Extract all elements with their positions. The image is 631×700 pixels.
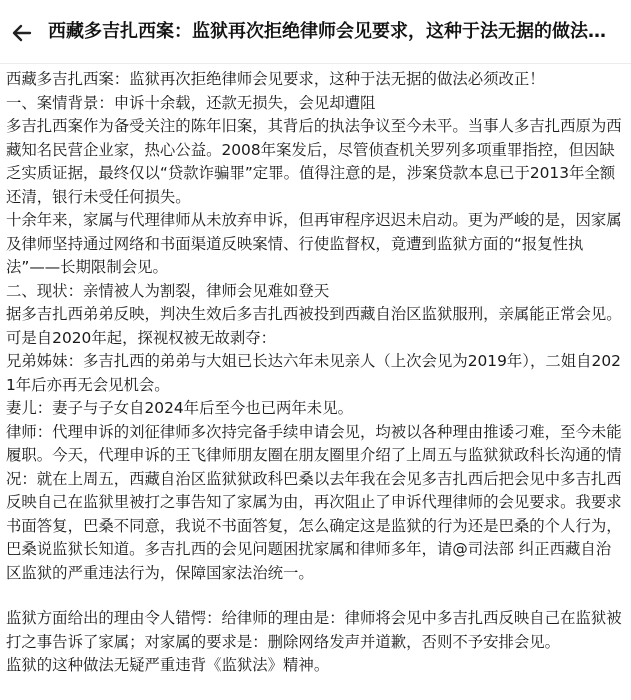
top-bar [0, 0, 631, 64]
paragraph-lawyers: 律师：代理申诉的刘征律师多次持完备手续申请会见，均被以各种理由推诿刁难，至今未能履职。今天，代理申诉的王飞律师朋友圈在朋友圈里介绍了上周五与监狱狱政科长沟通的情况：就在上周五，西藏自治区监狱狱政科巴桑以去年我在会见多吉扎西后把会见中多吉扎西反映自己在监狱里被打之事告知了家属为由，再次阻止了申诉代理律师的会见要求。我要求书面答复，巴桑不同意，我说不书面答复，怎么确定这是监狱的行为还是巴桑的个人行为，巴桑说监狱长知道。多吉扎西的会见问题困扰家属和律师多年，请@司法部 纠正西藏自治区监狱的严重违法行为，保障国家法治统一。 [6, 422, 622, 582]
paragraph-appeal-history: 十余年来，家属与代理律师从未放弃申诉，但再审程序迟迟未启动。更为严峻的是，因家属及律师坚持通过网络和书面渠道反映案情、行使监督权，竟遭到监狱方面的“报复性执法”——长期限制会见。 [6, 211, 622, 276]
page-title: 西藏多吉扎西案：监狱再次拒绝律师会见要求，这种于法无据的做法… [48, 21, 606, 42]
article-headline: 西藏多吉扎西案：监狱再次拒绝律师会见要求，这种于法无据的做法必须改正！ [6, 70, 545, 88]
section-heading-status: 二、现状：亲情被人为割裂，律师会见难如登天 [6, 281, 330, 300]
paragraph-prison-reasons: 监狱方面给出的理由令人错愕：给律师的理由是：律师将会见中多吉扎西反映自己在监狱被打之事告诉了家属；对家属的要求是：删除网络发声并道歉，否则不予安排会见。 [6, 609, 622, 651]
article-body [6, 68, 625, 678]
paragraph-brother-report: 据多吉扎西弟弟反映，判决生效后多吉扎西被投到西藏自治区监狱服刑，亲属能正常会见。可是自2020年起，探视权被无故剥夺： [6, 305, 622, 347]
back-button[interactable] [6, 18, 38, 48]
paragraph-spacer [6, 585, 625, 607]
paragraph-conclusion: 监狱的这种做法无疑严重违背《监狱法》精神。 [6, 656, 330, 674]
paragraph-case-background: 多吉扎西案作为备受关注的陈年旧案，其背后的执法争议至今未平。当事人多吉扎西原为西藏知名民营企业家，热心公益。2008年案发后，尽管侦查机关罗列多项重罪指控，但因缺乏实质证据，最终仅以“贷款诈骗罪”定罪。值得注意的是，涉案贷款本息已于2013年全额还清，银行未受任何损失。 [6, 117, 622, 206]
paragraph-siblings: 兄弟姊妹：多吉扎西的弟弟与大姐已长达六年未见亲人（上次会见为2019年），二姐自2021年后亦再无会见机会。 [6, 352, 621, 394]
section-heading-background: 一、案情背景：申诉十余载，还款无损失，会见却遭阻 [6, 93, 376, 112]
arrow-left-icon [6, 18, 38, 48]
paragraph-spouse-children: 妻儿：妻子与子女自2024年后至今也已两年未见。 [6, 399, 353, 417]
